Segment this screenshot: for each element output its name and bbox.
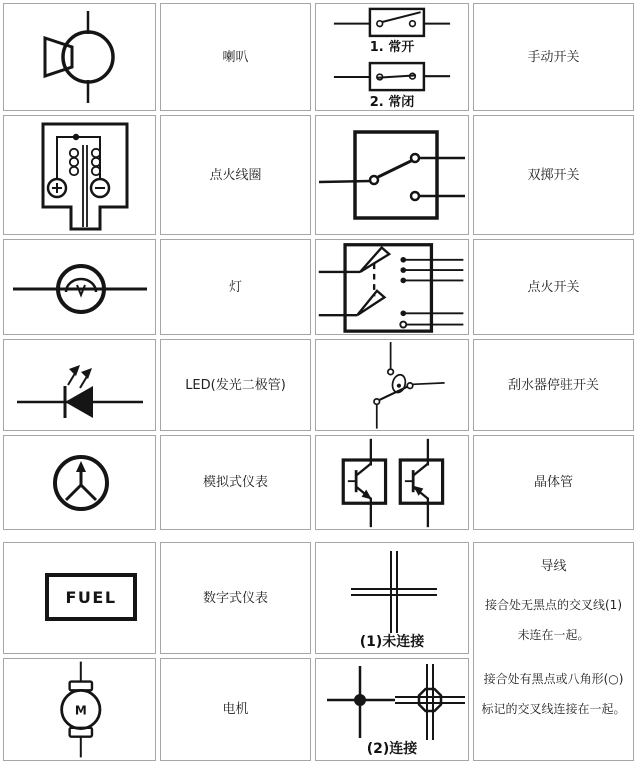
cell-double-throw-switch-label (473, 115, 634, 235)
unconnected-caption: (1)未连接 (359, 633, 425, 650)
cell-led-symbol (3, 339, 156, 431)
cell-ignition-coil-label (160, 115, 311, 235)
cell-ignition-switch-label (473, 239, 634, 335)
lamp-label: 灯 (228, 279, 242, 295)
cell-lamp-label (160, 239, 311, 335)
fuel-text: FUEL (64, 588, 117, 607)
normally-closed-caption: 2. 常闭 (369, 95, 415, 110)
cell-double-throw-switch-symbol (315, 115, 469, 235)
ignition-coil-label: 点火线圈 (209, 167, 262, 183)
cell-ignition-switch-symbol (315, 239, 469, 335)
cell-motor-label (160, 658, 311, 761)
motor-icon (5, 660, 155, 759)
cell-connected-wires-symbol (315, 658, 469, 761)
cell-transistor-label (473, 435, 634, 530)
unconnected-wires-icon (317, 547, 467, 635)
symbol-table-lower (3, 542, 637, 761)
horn-label: 喇叭 (222, 49, 249, 65)
double-throw-switch-label: 双掷开关 (527, 167, 580, 183)
ignition-coil-icon (5, 118, 155, 232)
cell-digital-meter-label (160, 542, 311, 654)
analog-meter-icon (5, 437, 155, 529)
horn-icon (5, 7, 155, 107)
manual-switch-closed-icon (317, 59, 467, 95)
wire-heading: 导线 (540, 559, 567, 574)
cell-wiper-park-switch-label (473, 339, 634, 431)
motor-m-text: M (74, 703, 87, 718)
double-throw-switch-icon (315, 120, 469, 230)
motor-label: 电机 (222, 702, 249, 717)
wire-note-connected: 接合处有黑点或八角形(○)标记的交叉线连接在一起。 (481, 672, 626, 716)
symbol-table-upper (3, 3, 637, 530)
connected-wires-icon (315, 662, 469, 742)
cell-wire-notes (473, 542, 634, 761)
normally-open-caption: 1. 常开 (369, 40, 415, 55)
ignition-switch-label: 点火开关 (527, 279, 580, 295)
cell-motor-symbol (3, 658, 156, 761)
cell-digital-meter-symbol (3, 542, 156, 654)
ignition-switch-icon (315, 240, 469, 334)
cell-manual-switch-symbol (315, 3, 469, 111)
led-icon (5, 340, 155, 430)
cell-analog-meter-symbol (3, 435, 156, 530)
cell-led-label (160, 339, 311, 431)
wire-note-unconnected: 接合处无黑点的交叉线(1)未连在一起。 (485, 598, 622, 642)
transistor-label: 晶体管 (533, 475, 573, 490)
wiper-park-switch-icon (315, 340, 469, 430)
analog-meter-label: 模拟式仪表 (202, 475, 268, 490)
cell-manual-switch-label (473, 3, 634, 111)
connected-caption: (2)连接 (366, 741, 418, 757)
cell-lamp-symbol (3, 239, 156, 335)
cell-ignition-coil-symbol (3, 115, 156, 235)
digital-meter-label: 数字式仪表 (202, 590, 268, 606)
digital-meter-icon (5, 548, 155, 648)
symbol-reference-page (0, 3, 637, 773)
wiper-park-switch-label: 刮水器停驻开关 (507, 377, 599, 393)
cell-analog-meter-label (160, 435, 311, 530)
cell-unconnected-wires-symbol (315, 542, 469, 654)
transistor-icon (315, 437, 469, 529)
cell-horn-symbol (3, 3, 156, 111)
cell-wiper-park-switch-symbol (315, 339, 469, 431)
cell-horn-label (160, 3, 311, 111)
manual-switch-open-icon (317, 4, 467, 40)
manual-switch-label: 手动开关 (527, 49, 580, 65)
led-label: LED(发光二极管) (185, 377, 286, 393)
lamp-icon (5, 240, 155, 334)
cell-transistor-symbol (315, 435, 469, 530)
